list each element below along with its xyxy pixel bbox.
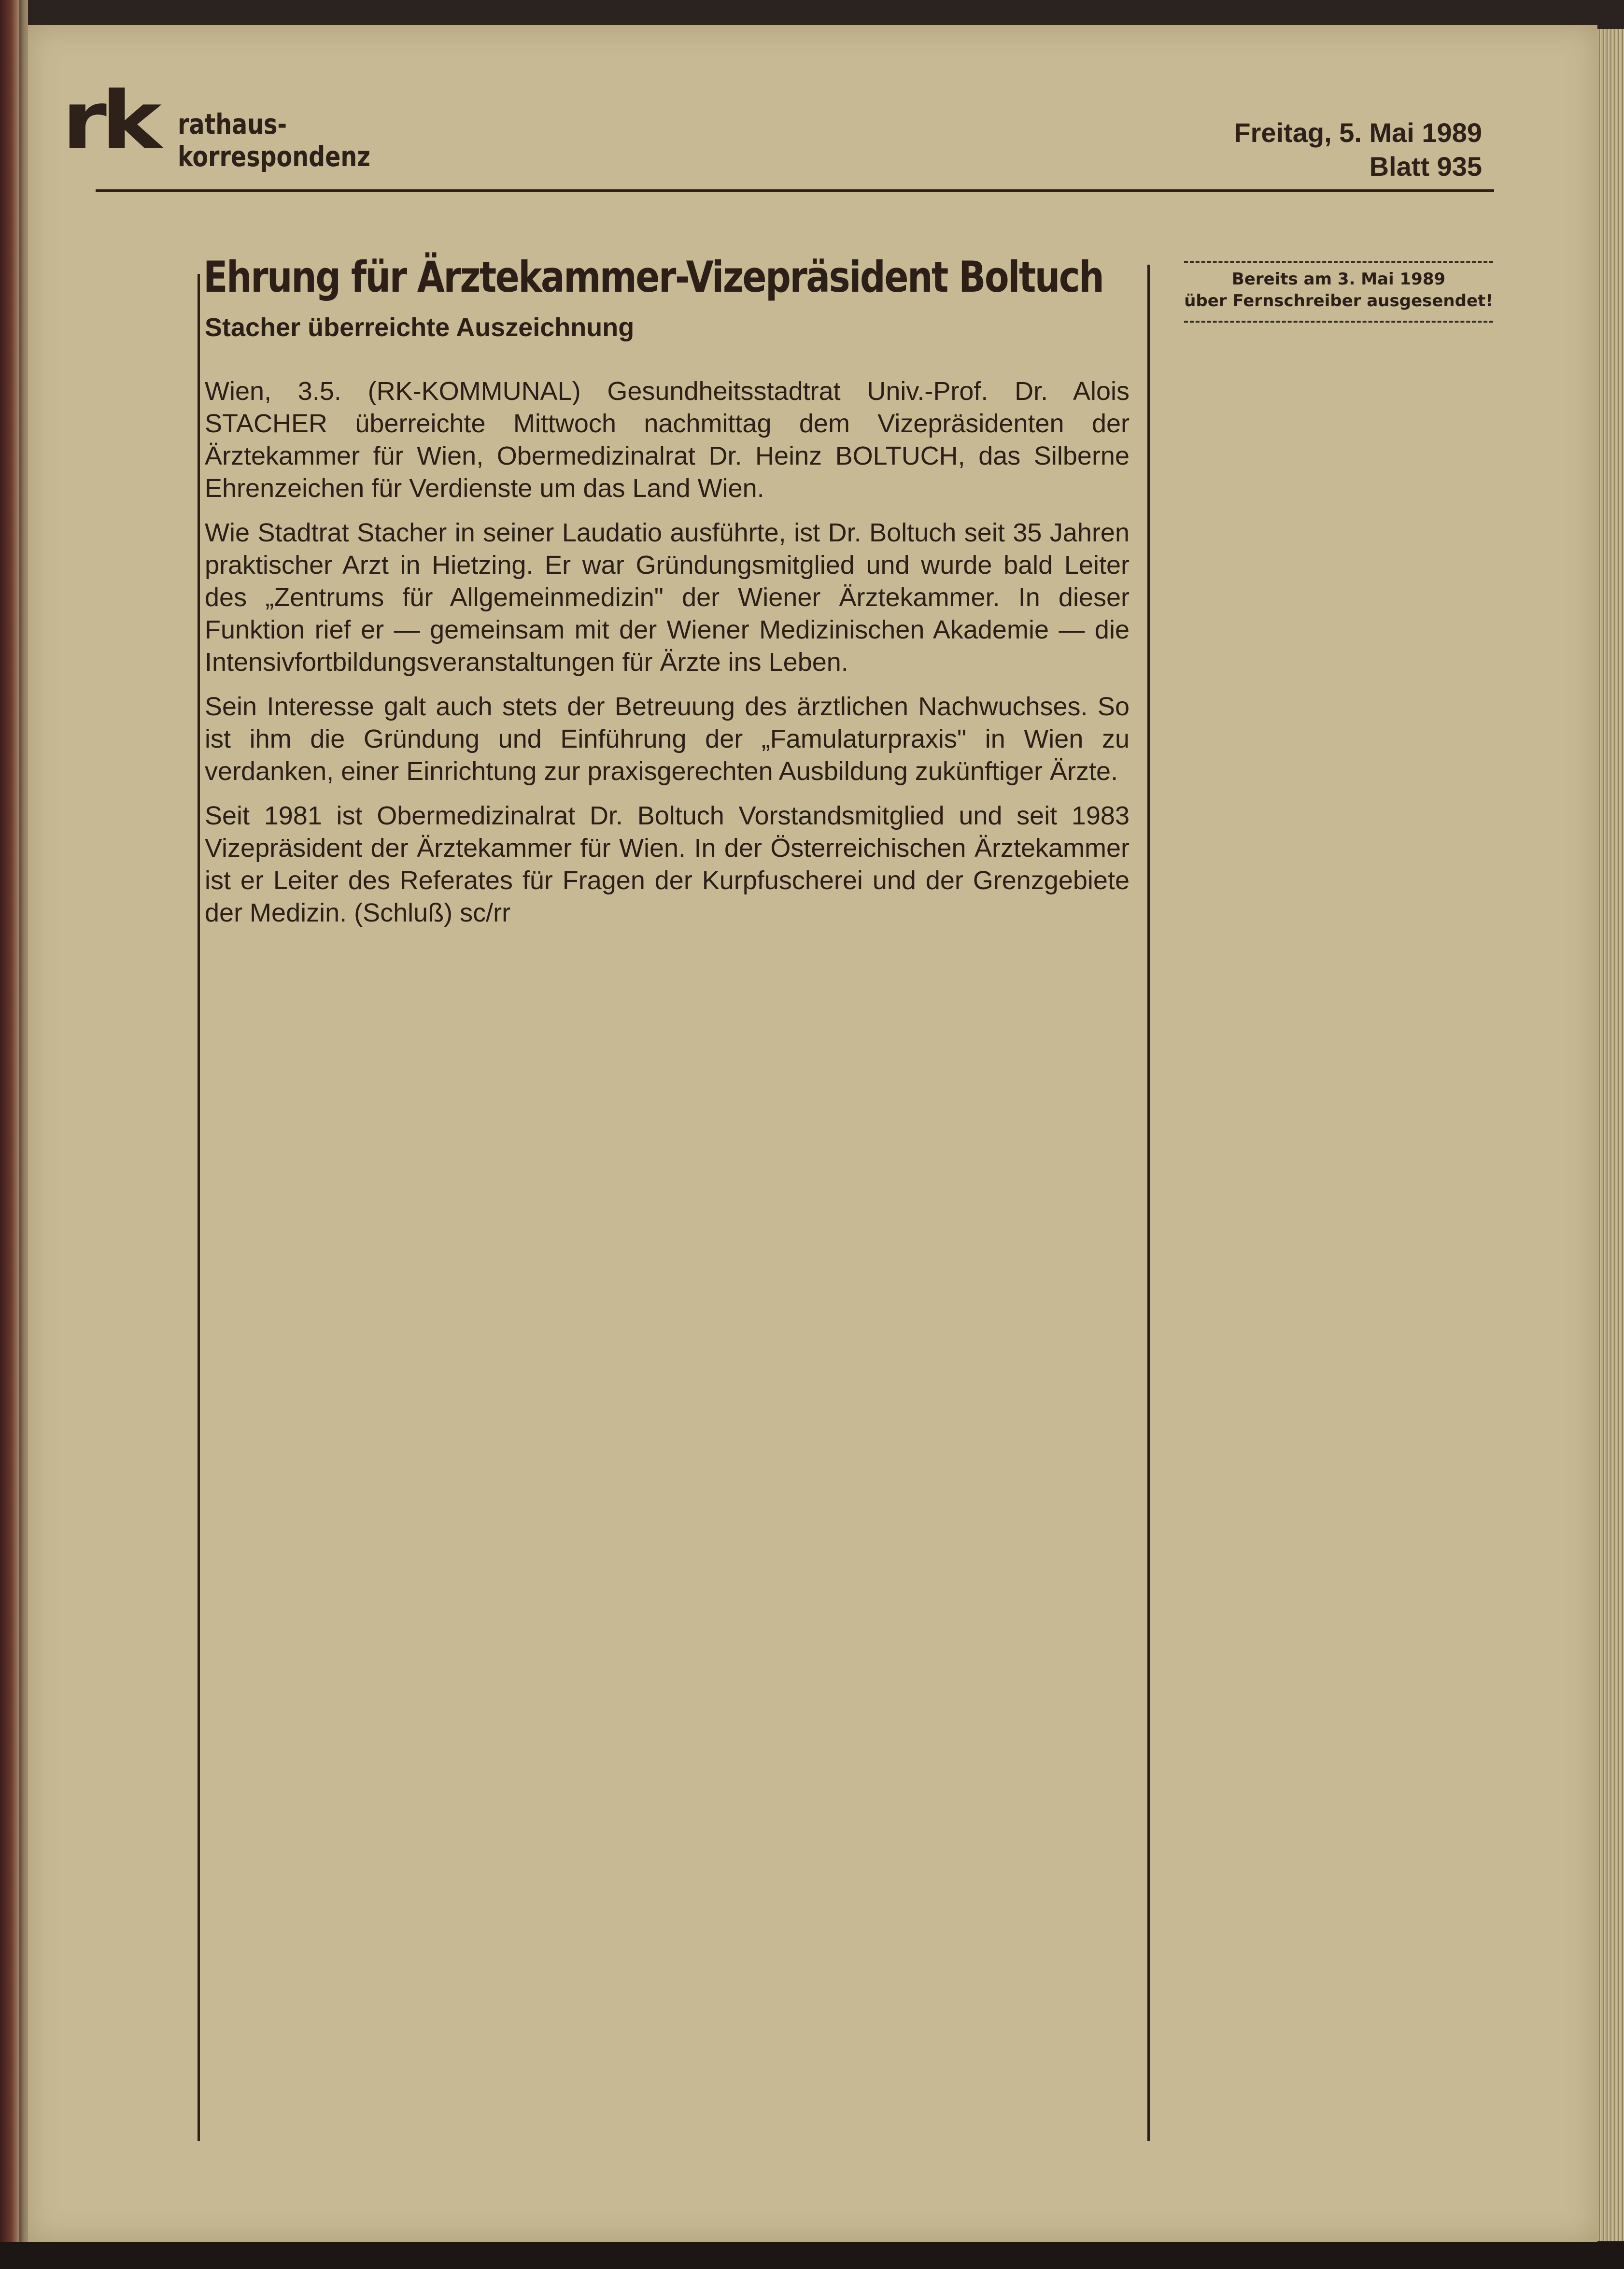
transmission-note-line-2: über Fernschreiber ausgesendet!: [1184, 291, 1493, 311]
masthead-logo-mark: rk: [62, 74, 156, 167]
masthead-logo-line-1: rathaus-: [178, 108, 287, 141]
note-bottom-rule: [1184, 321, 1493, 323]
article-paragraph: Wien, 3.5. (RK-KOMMUNAL) Gesundheitsstadtrat Univ.-Prof. Dr. Alois STACHER überreichte Mittwoch nachmittag dem Vizepräsidenten der Ärztekammer für Wien, Obermedizinalrat Dr. Heinz BOLTUCH, das Silberne Ehrenzeichen für Verdienste um das Land Wien.: [205, 377, 1130, 503]
sheet-number: Blatt 935: [1369, 151, 1482, 182]
article-subheadline: Stacher überreichte Auszeichnung: [205, 313, 635, 342]
bottom-edge: [0, 2242, 1624, 2269]
article-left-rule: [198, 274, 200, 2141]
note-top-rule: [1184, 261, 1493, 263]
transmission-note-line-1: Bereits am 3. Mai 1989: [1231, 269, 1446, 289]
issue-date: Freitag, 5. Mai 1989: [1234, 117, 1482, 148]
article-headline: Ehrung für Ärztekammer-Vizepräsident Boltuch: [203, 252, 1103, 302]
article-right-rule: [1147, 265, 1150, 2141]
header-rule: [96, 189, 1494, 192]
page-edges: [1597, 29, 1624, 2241]
document-page: [28, 25, 1597, 2242]
article-body: [205, 375, 1130, 941]
article-paragraph: Seit 1981 ist Obermedizinalrat Dr. Boltuch Vorstandsmitglied und seit 1983 Vizepräsident der Ärztekammer für Wien. In der Österreichischen Ärztekammer ist er Leiter des Referates für Fragen der Kurpfuscherei und der Grenzgebiete der Medizin. (Schluß) sc/rr: [205, 801, 1130, 927]
article-paragraph: Sein Interesse galt auch stets der Betreuung des ärztlichen Nachwuchses. So ist ihm die Gründung und Einführung der „Famulaturpraxis" in Wien zu verdanken, einer Einrichtung zur praxisgerechten Ausbildung zukünftiger Ärzte.: [205, 692, 1130, 786]
article-paragraph: Wie Stadtrat Stacher in seiner Laudatio ausführte, ist Dr. Boltuch seit 35 Jahren praktischer Arzt in Hietzing. Er war Gründungsmitglied und wurde bald Leiter des „Zentrums für Allgemeinmedizin" der Wiener Ärztekammer. In dieser Funktion rief er — gemeinsam mit der Wiener Medizinischen Akademie — die Intensivfortbildungsveranstaltungen für Ärzte ins Leben.: [205, 518, 1130, 677]
masthead-logo-line-2: korrespondenz: [178, 140, 370, 173]
